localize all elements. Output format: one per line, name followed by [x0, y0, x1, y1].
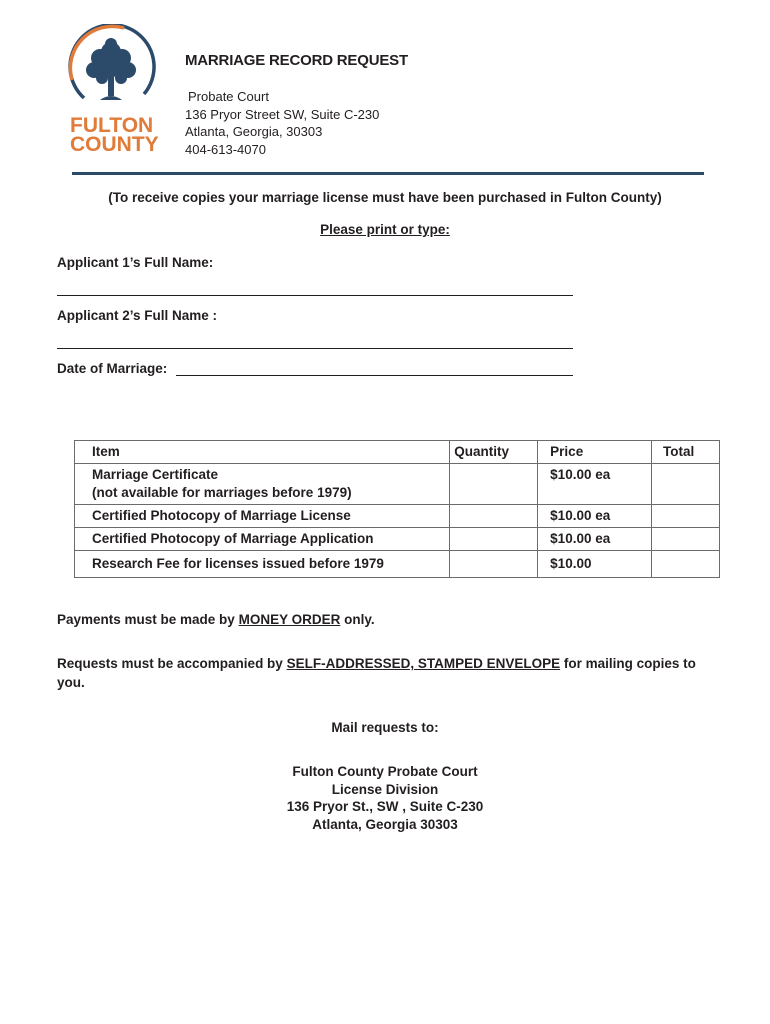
- header-item: Item: [75, 441, 450, 464]
- fulton-county-logo: [64, 24, 158, 154]
- applicant2-field[interactable]: [57, 348, 573, 349]
- logo-word-county: COUNTY: [70, 133, 159, 156]
- table-row: [75, 551, 720, 578]
- table-row: [75, 528, 720, 551]
- table-header-row: [75, 441, 720, 464]
- oak-tree-seal-icon: [64, 24, 158, 124]
- quantity-cell[interactable]: [450, 551, 538, 578]
- quantity-cell[interactable]: [450, 528, 538, 551]
- total-cell[interactable]: [652, 551, 720, 578]
- row-item: Certified Photocopy of Marriage Application: [75, 528, 450, 551]
- row-item-note: (not available for marriages before 1979): [92, 485, 352, 500]
- fee-table: [74, 440, 720, 578]
- envelope-note: Requests must be accompanied by SELF-ADDRESSED, STAMPED ENVELOPE for mailing copies to you.: [57, 656, 696, 690]
- eligibility-notice: (To receive copies your marriage license must have been purchased in Fulton County): [108, 190, 662, 205]
- header-divider: [72, 172, 704, 175]
- page-title: MARRIAGE RECORD REQUEST: [185, 52, 408, 69]
- table-row: [75, 464, 720, 505]
- header-price: Price: [538, 441, 652, 464]
- office-city: Atlanta, Georgia, 30303: [185, 124, 323, 139]
- quantity-cell[interactable]: [450, 505, 538, 528]
- header-total: Total: [652, 441, 720, 464]
- quantity-cell[interactable]: [450, 464, 538, 505]
- money-order-emphasis: MONEY ORDER: [238, 612, 341, 627]
- applicant2-label: Applicant 2’s Full Name :: [57, 308, 218, 323]
- row-price: $10.00 ea: [538, 464, 652, 505]
- row-item: Certified Photocopy of Marriage License: [75, 505, 450, 528]
- print-instruction: Please print or type:: [320, 222, 450, 237]
- logo-word-fulton: FULTON: [70, 114, 154, 137]
- total-cell[interactable]: [652, 505, 720, 528]
- row-item: Marriage Certificate: [92, 467, 219, 482]
- applicant1-label: Applicant 1’s Full Name:: [57, 255, 214, 270]
- row-item: Research Fee for licenses issued before 1979: [75, 551, 450, 578]
- row-price: $10.00 ea: [538, 528, 652, 551]
- mail-line-4: Atlanta, Georgia 30303: [312, 817, 458, 832]
- table-row: [75, 505, 720, 528]
- mail-heading: Mail requests to:: [331, 720, 439, 735]
- applicant1-field[interactable]: [57, 295, 573, 296]
- total-cell[interactable]: [652, 464, 720, 505]
- mail-line-1: Fulton County Probate Court: [292, 764, 478, 779]
- row-price: $10.00: [538, 551, 652, 578]
- office-name: Probate Court: [188, 89, 269, 104]
- payment-note: Payments must be made by MONEY ORDER only.: [57, 612, 375, 627]
- mail-line-3: 136 Pryor St., SW , Suite C-230: [286, 799, 484, 814]
- office-street: 136 Pryor Street SW, Suite C-230: [185, 107, 380, 122]
- mail-line-2: License Division: [331, 782, 439, 797]
- office-phone: 404-613-4070: [185, 142, 266, 157]
- marriage-date-label: Date of Marriage:: [57, 361, 168, 376]
- total-cell[interactable]: [652, 528, 720, 551]
- envelope-emphasis: SELF-ADDRESSED, STAMPED ENVELOPE: [286, 656, 561, 671]
- row-price: $10.00 ea: [538, 505, 652, 528]
- header-quantity: Quantity: [450, 441, 538, 464]
- marriage-date-field[interactable]: [176, 375, 573, 376]
